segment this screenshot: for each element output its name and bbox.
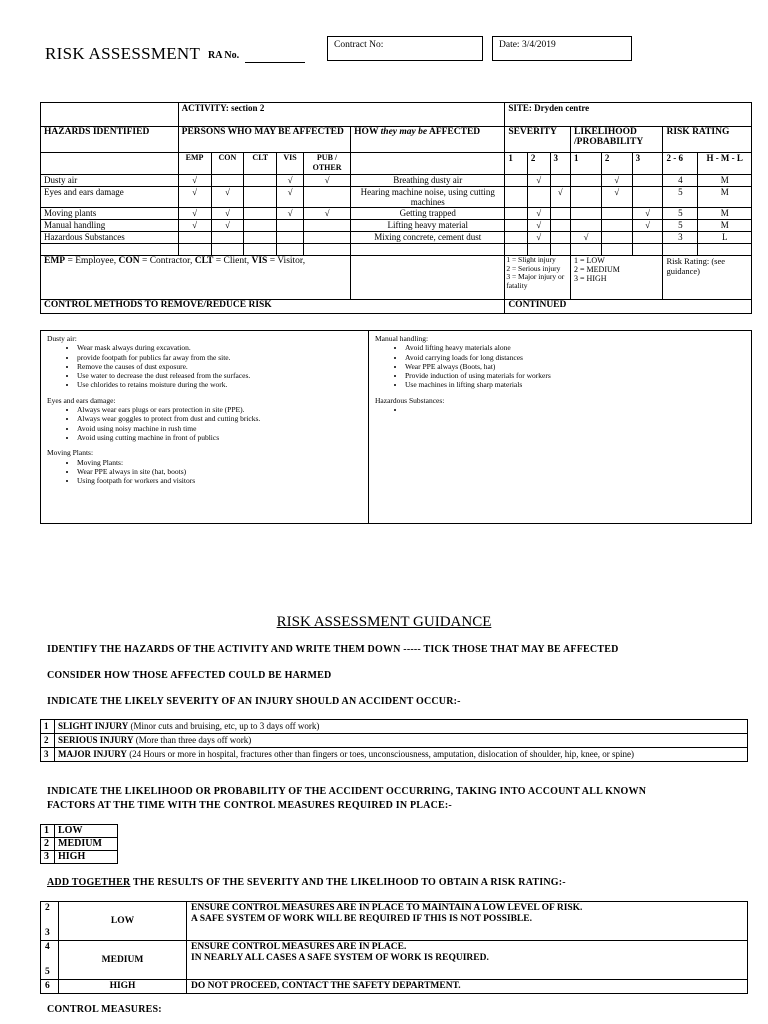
table-row [41, 232, 752, 244]
tick-clt[interactable] [244, 187, 277, 208]
rating-level: LOW [59, 902, 187, 941]
rating-level: HIGH [59, 980, 187, 994]
sev-3[interactable] [550, 208, 571, 220]
subhead-pub: PUB / OTHER [303, 153, 350, 175]
hazard-cell: Manual handling [41, 220, 179, 232]
control-methods-right[interactable] [369, 331, 751, 523]
ra-number-field[interactable] [245, 62, 305, 63]
tick-con[interactable]: √ [211, 187, 244, 208]
subhead-sev-2: 2 [527, 153, 550, 175]
tick-pub[interactable] [303, 220, 350, 232]
tick-emp[interactable]: √ [178, 208, 211, 220]
bullet-list [47, 343, 362, 389]
lik-3[interactable]: √ [632, 208, 663, 220]
tick-clt[interactable] [244, 208, 277, 220]
severity-table [40, 719, 748, 762]
contract-number-field[interactable]: Contract No: [327, 36, 483, 61]
lik-3[interactable] [632, 187, 663, 208]
score-cell: 5 [663, 220, 698, 232]
persons-legend: EMP = Employee, CON = Contractor, CLT = Client, VIS = Visitor, [41, 256, 351, 300]
lik-3[interactable]: √ [632, 220, 663, 232]
lik-2[interactable] [601, 220, 632, 232]
table-row [41, 220, 752, 232]
activity-blank [41, 103, 179, 127]
hazard-cell: Dusty air [41, 175, 179, 187]
activity-label: ACTIVITY: section 2 [178, 103, 505, 127]
list-item: • Avoid using noisy machine in rush time [77, 424, 362, 433]
sev-2[interactable]: √ [527, 220, 550, 232]
subhead-emp: EMP [178, 153, 211, 175]
how-cell: Getting trapped [351, 208, 505, 220]
tick-emp[interactable]: √ [178, 175, 211, 187]
lik-2[interactable] [601, 232, 632, 244]
sev-3[interactable]: √ [550, 187, 571, 208]
tick-clt[interactable] [244, 220, 277, 232]
rating-range: 6 [41, 980, 59, 994]
tick-con[interactable]: √ [211, 208, 244, 220]
guidance-line-control-measures: CONTROL MEASURES: [47, 1004, 162, 1015]
list-item: • Always wear goggles to protect from dust and cutting bricks. [77, 414, 362, 423]
sev-2[interactable] [527, 187, 550, 208]
rating-cell: M [698, 208, 752, 220]
likelihood-label: LOW [55, 825, 118, 838]
tick-vis[interactable]: √ [277, 187, 304, 208]
lik-1[interactable]: √ [571, 232, 602, 244]
subhead-hml: H - M - L [698, 153, 752, 175]
guidance-title: RISK ASSESSMENT GUIDANCE [276, 614, 492, 630]
table-row [41, 208, 752, 220]
how-cell: Hearing machine noise, using cutting machines [351, 187, 505, 208]
col-risk-rating: RISK RATING [663, 127, 752, 153]
section-heading: Dusty air: [47, 334, 77, 343]
list-item: • Use water to decrease the dust released from the surfaces. [77, 371, 362, 380]
section-heading: Eyes and ears damage: [47, 395, 116, 405]
subhead-blank [41, 153, 179, 175]
table-row [41, 838, 118, 851]
rating-cell: M [698, 220, 752, 232]
rating-cell: L [698, 232, 752, 244]
sev-2[interactable]: √ [527, 232, 550, 244]
tick-vis[interactable] [277, 232, 304, 244]
rating-range: 4 5 [41, 941, 59, 980]
tick-con[interactable] [211, 175, 244, 187]
tick-pub[interactable] [303, 187, 350, 208]
lik-1[interactable] [571, 220, 602, 232]
severity-number: 2 [41, 734, 55, 748]
score-cell: 5 [663, 187, 698, 208]
severity-desc-cell: MAJOR INJURY (24 Hours or more in hospital, fractures other than fingers or toes, unconsciousness, amputation, dislocation of shoulder, hip, knee, or spine) [55, 748, 748, 762]
legend-blank [351, 256, 505, 300]
table-row [41, 187, 752, 208]
subhead-lik-1: 1 [571, 153, 602, 175]
likelihood-number: 3 [41, 851, 55, 864]
section-heading: Moving Plants: [47, 448, 94, 458]
list-item: • Use chlorides to retains moisture during the work. [77, 380, 362, 389]
likelihood-legend: 1 = LOW 2 = MEDIUM 3 = HIGH [571, 256, 663, 300]
subhead-how-blank [351, 153, 505, 175]
rating-instruction: ENSURE CONTROL MEASURES ARE IN PLACE. IN NEARLY ALL CASES A SAFE SYSTEM OF WORK IS REQUIRED. [187, 941, 748, 980]
sev-3[interactable] [550, 175, 571, 187]
likelihood-number: 2 [41, 838, 55, 851]
sev-3[interactable] [550, 232, 571, 244]
rating-cell: M [698, 175, 752, 187]
rating-cell: M [698, 187, 752, 208]
score-cell: 3 [663, 232, 698, 244]
risk-rating-table [40, 901, 748, 994]
list-item: • Avoid using cutting machine in front of publics [77, 433, 362, 442]
subhead-sev-3: 3 [550, 153, 571, 175]
table-row [41, 175, 752, 187]
bullet-list [47, 458, 362, 486]
bullet-list [375, 405, 745, 414]
severity-desc-cell: SERIOUS INJURY (More than three days off work) [55, 734, 748, 748]
control-methods-box [40, 330, 752, 524]
lik-2[interactable]: √ [601, 175, 632, 187]
list-item: • Always wear ears plugs or ears protection in site (PPE). [77, 405, 362, 414]
risk-rating-legend: Risk Rating: (see guidance) [663, 256, 752, 300]
list-item: • Avoid carrying loads for long distances [405, 353, 745, 362]
table-row [41, 825, 118, 838]
subhead-clt: CLT [244, 153, 277, 175]
how-cell: Lifting heavy material [351, 220, 505, 232]
subhead-range: 2 - 6 [663, 153, 698, 175]
sev-1[interactable] [505, 187, 528, 208]
tick-vis[interactable]: √ [277, 175, 304, 187]
tick-pub[interactable]: √ [303, 175, 350, 187]
col-how: HOW they may be AFFECTED [351, 127, 505, 153]
likelihood-label: MEDIUM [55, 838, 118, 851]
list-item: • Wear PPE always in site (hat, boots) [77, 467, 362, 476]
table-row [41, 980, 748, 994]
list-item: • Using footpath for workers and visitors [77, 476, 362, 485]
table-row [41, 941, 748, 980]
table-row [41, 902, 748, 941]
guidance-line-likelihood-b: FACTORS AT THE TIME WITH THE CONTROL MEASURES REQUIRED IN PLACE:- [47, 800, 452, 811]
tick-vis[interactable] [277, 220, 304, 232]
bullet-list [375, 343, 745, 389]
sev-3[interactable] [550, 220, 571, 232]
lik-3[interactable] [632, 232, 663, 244]
control-methods-label: CONTROL METHODS TO REMOVE/REDUCE RISK [41, 300, 505, 314]
list-item: • Use machines in lifting sharp materials [405, 380, 745, 389]
sev-1[interactable] [505, 175, 528, 187]
how-cell: Mixing concrete, cement dust [351, 232, 505, 244]
tick-pub[interactable]: √ [303, 208, 350, 220]
ra-number-label: RA No. [208, 50, 240, 61]
list-item: • Moving Plants: [77, 458, 362, 467]
guidance-line-add: ADD TOGETHER THE RESULTS OF THE SEVERITY AND THE LIKELIHOOD TO OBTAIN A RISK RATING:- [47, 877, 566, 888]
risk-assessment-table [40, 102, 752, 314]
sev-1[interactable] [505, 232, 528, 244]
col-hazards: HAZARDS IDENTIFIED [41, 127, 179, 153]
severity-number: 1 [41, 720, 55, 734]
how-cell: Breathing dusty air [351, 175, 505, 187]
likelihood-table [40, 824, 118, 864]
rating-instruction: DO NOT PROCEED, CONTACT THE SAFETY DEPARTMENT. [187, 980, 748, 994]
severity-desc-cell: SLIGHT INJURY (Minor cuts and bruising, etc, up to 3 days off work) [55, 720, 748, 734]
col-likelihood: LIKELIHOOD /PROBABILITY [571, 127, 663, 153]
subhead-con: CON [211, 153, 244, 175]
control-methods-left[interactable] [41, 331, 369, 523]
lik-1[interactable] [571, 187, 602, 208]
document-title: RISK ASSESSMENT [45, 44, 201, 63]
col-persons: PERSONS WHO MAY BE AFFECTED [178, 127, 351, 153]
sev-1[interactable] [505, 208, 528, 220]
continued-label: CONTINUED [505, 300, 752, 314]
section-heading: Hazardous Substances: [375, 395, 445, 405]
tick-con[interactable] [211, 232, 244, 244]
bullet-list [47, 405, 362, 442]
hazard-cell: Eyes and ears damage [41, 187, 179, 208]
date-field[interactable]: Date: 3/4/2019 [492, 36, 632, 61]
tick-pub[interactable] [303, 232, 350, 244]
table-row [41, 748, 748, 762]
site-label: SITE: Dryden centre [505, 103, 752, 127]
lik-1[interactable] [571, 208, 602, 220]
likelihood-label: HIGH [55, 851, 118, 864]
tick-emp[interactable]: √ [178, 187, 211, 208]
tick-emp[interactable] [178, 232, 211, 244]
guidance-line-severity: INDICATE THE LIKELY SEVERITY OF AN INJURY SHOULD AN ACCIDENT OCCUR:- [47, 696, 461, 707]
lik-1[interactable] [571, 175, 602, 187]
rating-range: 2 3 [41, 902, 59, 941]
list-item: • Remove the causes of dust exposure. [77, 362, 362, 371]
tick-clt[interactable] [244, 232, 277, 244]
table-row [41, 851, 118, 864]
guidance-line-consider: CONSIDER HOW THOSE AFFECTED COULD BE HARMED [47, 670, 332, 681]
subhead-vis: VIS [277, 153, 304, 175]
score-cell: 5 [663, 208, 698, 220]
guidance-line-identify: IDENTIFY THE HAZARDS OF THE ACTIVITY AND WRITE THEM DOWN ----- TICK THOSE THAT MAY BE AFFECTED [47, 644, 619, 655]
sev-2[interactable]: √ [527, 208, 550, 220]
sev-2[interactable]: √ [527, 175, 550, 187]
subhead-lik-2: 2 [601, 153, 632, 175]
tick-emp[interactable]: √ [178, 220, 211, 232]
severity-number: 3 [41, 748, 55, 762]
col-severity: SEVERITY [505, 127, 571, 153]
hazard-cell: Hazardous Substances [41, 232, 179, 244]
list-item: • Avoid lifting heavy materials alone [405, 343, 745, 352]
list-item: • provide footpath for publics far away from the site. [77, 353, 362, 362]
subhead-lik-3: 3 [632, 153, 663, 175]
list-item: • Wear mask always during excavation. [77, 343, 362, 352]
tick-con[interactable]: √ [211, 220, 244, 232]
section-heading: Manual handling: [375, 334, 429, 343]
lik-2[interactable] [601, 208, 632, 220]
lik-3[interactable] [632, 175, 663, 187]
table-row [41, 734, 748, 748]
likelihood-number: 1 [41, 825, 55, 838]
list-item: • Wear PPE always (Boots, hat) [405, 362, 745, 371]
guidance-line-likelihood-a: INDICATE THE LIKELIHOOD OR PROBABILITY OF THE ACCIDENT OCCURRING, TAKING INTO ACCOUNT ALL KNOWN [47, 786, 647, 797]
table-row [41, 720, 748, 734]
rating-level: MEDIUM [59, 941, 187, 980]
score-cell: 4 [663, 175, 698, 187]
subhead-sev-1: 1 [505, 153, 528, 175]
tick-vis[interactable]: √ [277, 208, 304, 220]
severity-legend: 1 = Slight injury 2 = Serious injury 3 = Major injury or fatality [505, 256, 571, 300]
list-item [405, 405, 745, 414]
sev-1[interactable] [505, 220, 528, 232]
tick-clt[interactable] [244, 175, 277, 187]
lik-2[interactable]: √ [601, 187, 632, 208]
list-item: • Provide induction of using materials for workers [405, 371, 745, 380]
hazard-cell: Moving plants [41, 208, 179, 220]
rating-instruction: ENSURE CONTROL MEASURES ARE IN PLACE TO MAINTAIN A LOW LEVEL OF RISK. A SAFE SYSTEM OF WORK WILL BE REQUIRED IF THIS IS NOT POSSIBLE. [187, 902, 748, 941]
